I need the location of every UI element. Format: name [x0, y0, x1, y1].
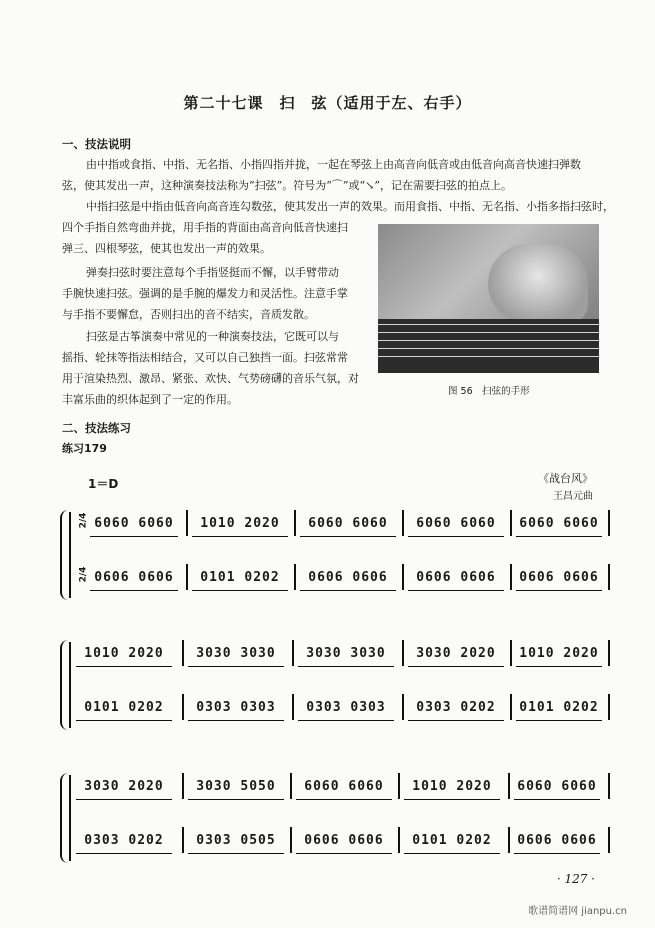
site-watermark: 歌谱简谱网 jianpu.cn [528, 906, 627, 917]
measure: 6060 6060 [296, 777, 392, 800]
section-heading-technique: 一、技法说明 [62, 137, 131, 151]
upper-staff [72, 514, 610, 536]
meter-top: 2 [78, 576, 89, 583]
measure: 1010 2020 [76, 644, 172, 667]
measure: 1010 2020 [192, 514, 288, 537]
meter-top: 2 [78, 522, 89, 529]
barline [182, 773, 184, 799]
barline [402, 694, 404, 720]
composer: 王昌元曲 [553, 491, 593, 502]
paragraph-line: 丰富乐曲的织体起到了一定的作用。 [62, 393, 238, 406]
barline [186, 564, 188, 590]
paragraph-line: 扫弦是古筝演奏中常见的一种演奏技法，它既可以与 [86, 330, 339, 343]
lesson-title: 第二十七课 扫 弦（适用于左、右手） [183, 94, 472, 112]
barline [292, 640, 294, 666]
barline [402, 564, 404, 590]
barline [182, 694, 184, 720]
measure: 6060 6060 [514, 777, 600, 800]
paragraph-line: 四个手指自然弯曲并拢，用手指的背面由高音向低音快速扫 [62, 221, 348, 234]
start-barline [69, 775, 71, 861]
start-barline [69, 642, 71, 728]
measure: 0303 0202 [408, 698, 504, 721]
time-signature: 2/4 [78, 512, 89, 529]
barline [186, 510, 188, 536]
measure: 6060 6060 [300, 514, 396, 537]
meter-bottom: 4 [78, 566, 89, 573]
measure: 0101 0202 [404, 831, 500, 854]
paragraph-line: 弹奏扫弦时要注意每个手指竖挺而不懈，以手臂带动 [86, 266, 339, 279]
measure: 0101 0202 [76, 698, 172, 721]
barline [294, 564, 296, 590]
barline [608, 694, 610, 720]
measure: 0303 0303 [298, 698, 394, 721]
lower-staff [72, 831, 610, 853]
measure: 0303 0505 [188, 831, 284, 854]
figure-caption: 图 56 扫弦的手形 [448, 386, 530, 397]
barline [510, 564, 512, 590]
guzheng-string [378, 332, 599, 333]
guzheng-string [378, 348, 599, 349]
section-heading-practice: 二、技法练习 [62, 421, 131, 435]
measure: 3030 3030 [298, 644, 394, 667]
piece-title: 《战台风》 [538, 472, 593, 485]
guzheng-string [378, 340, 599, 341]
barline [608, 773, 610, 799]
paragraph-line: 与手指不要懈怠，否则扫出的音不结实，音质发散。 [62, 308, 315, 321]
score-system [60, 773, 610, 863]
barline [398, 827, 400, 853]
measure: 0606 0606 [516, 568, 602, 591]
lower-staff [72, 568, 610, 590]
key-signature: 1＝D [88, 477, 119, 491]
score-system [60, 510, 610, 600]
barline [402, 640, 404, 666]
paragraph-line: 弹三、四根琴弦，使其也发出一声的效果。 [62, 242, 271, 255]
barline [508, 773, 510, 799]
paragraph-line: 手腕快速扫弦。强调的是手腕的爆发力和灵活性。注意手掌 [62, 287, 348, 300]
paragraph-line: 摇指、轮抹等指法相结合，又可以自己独挡一面。扫弦常常 [62, 351, 348, 364]
paragraph-line: 中指扫弦是中指由低音向高音连勾数弦，使其发出一声的效果。而用食指、中指、无名指、小指多指扫弦时， [86, 200, 614, 213]
barline [510, 510, 512, 536]
guzheng-string [378, 356, 599, 357]
barline [508, 827, 510, 853]
barline [182, 827, 184, 853]
measure: 1010 2020 [404, 777, 500, 800]
measure: 0101 0202 [192, 568, 288, 591]
guzheng-board [378, 319, 599, 373]
time-signature: 2/4 [78, 566, 89, 583]
measure: 3030 5050 [188, 777, 284, 800]
guzheng-string [378, 324, 599, 325]
barline [290, 827, 292, 853]
measure: 6060 6060 [408, 514, 504, 537]
measure: 0606 0606 [300, 568, 396, 591]
score-system [60, 640, 610, 730]
barline [398, 773, 400, 799]
barline [510, 640, 512, 666]
measure: 3030 2020 [76, 777, 172, 800]
measure: 3030 2020 [408, 644, 504, 667]
measure: 1010 2020 [516, 644, 602, 667]
measure: 6060 6060 [516, 514, 602, 537]
barline [402, 510, 404, 536]
measure: 0606 0606 [296, 831, 392, 854]
barline [608, 640, 610, 666]
barline [292, 694, 294, 720]
exercise-number: 练习179 [62, 442, 107, 455]
paragraph-line: 弦，使其发出一声，这种演奏技法称为“扫弦”。符号为“⌒”或“↘”，记在需要扫弦的拍点上。 [62, 179, 512, 192]
measure: 0606 0606 [408, 568, 504, 591]
measure: 0101 0202 [516, 698, 602, 721]
barline [608, 564, 610, 590]
upper-staff [72, 777, 610, 799]
barline [608, 827, 610, 853]
barline [608, 510, 610, 536]
lower-staff [72, 698, 610, 720]
meter-bottom: 4 [78, 512, 89, 519]
page-number: · 127 · [556, 872, 595, 886]
measure: 0303 0202 [76, 831, 172, 854]
hand-position-photo [378, 224, 599, 373]
measure: 6060 6060 [90, 514, 178, 537]
measure: 0303 0303 [188, 698, 284, 721]
paragraph-line: 用于渲染热烈、激昂、紧张、欢快、气势磅礴的音乐气氛，对 [62, 372, 359, 385]
measure: 0606 0606 [514, 831, 600, 854]
paragraph-line: 由中指或食指、中指、无名指、小指四指并拢，一起在琴弦上由高音向低音或由低音向高音快速扫弹数 [86, 158, 581, 171]
barline [294, 510, 296, 536]
measure: 3030 3030 [188, 644, 284, 667]
barline [182, 640, 184, 666]
barline [290, 773, 292, 799]
hand-shape [488, 244, 588, 324]
upper-staff [72, 644, 610, 666]
measure: 0606 0606 [90, 568, 178, 591]
barline [510, 694, 512, 720]
start-barline [69, 512, 71, 598]
